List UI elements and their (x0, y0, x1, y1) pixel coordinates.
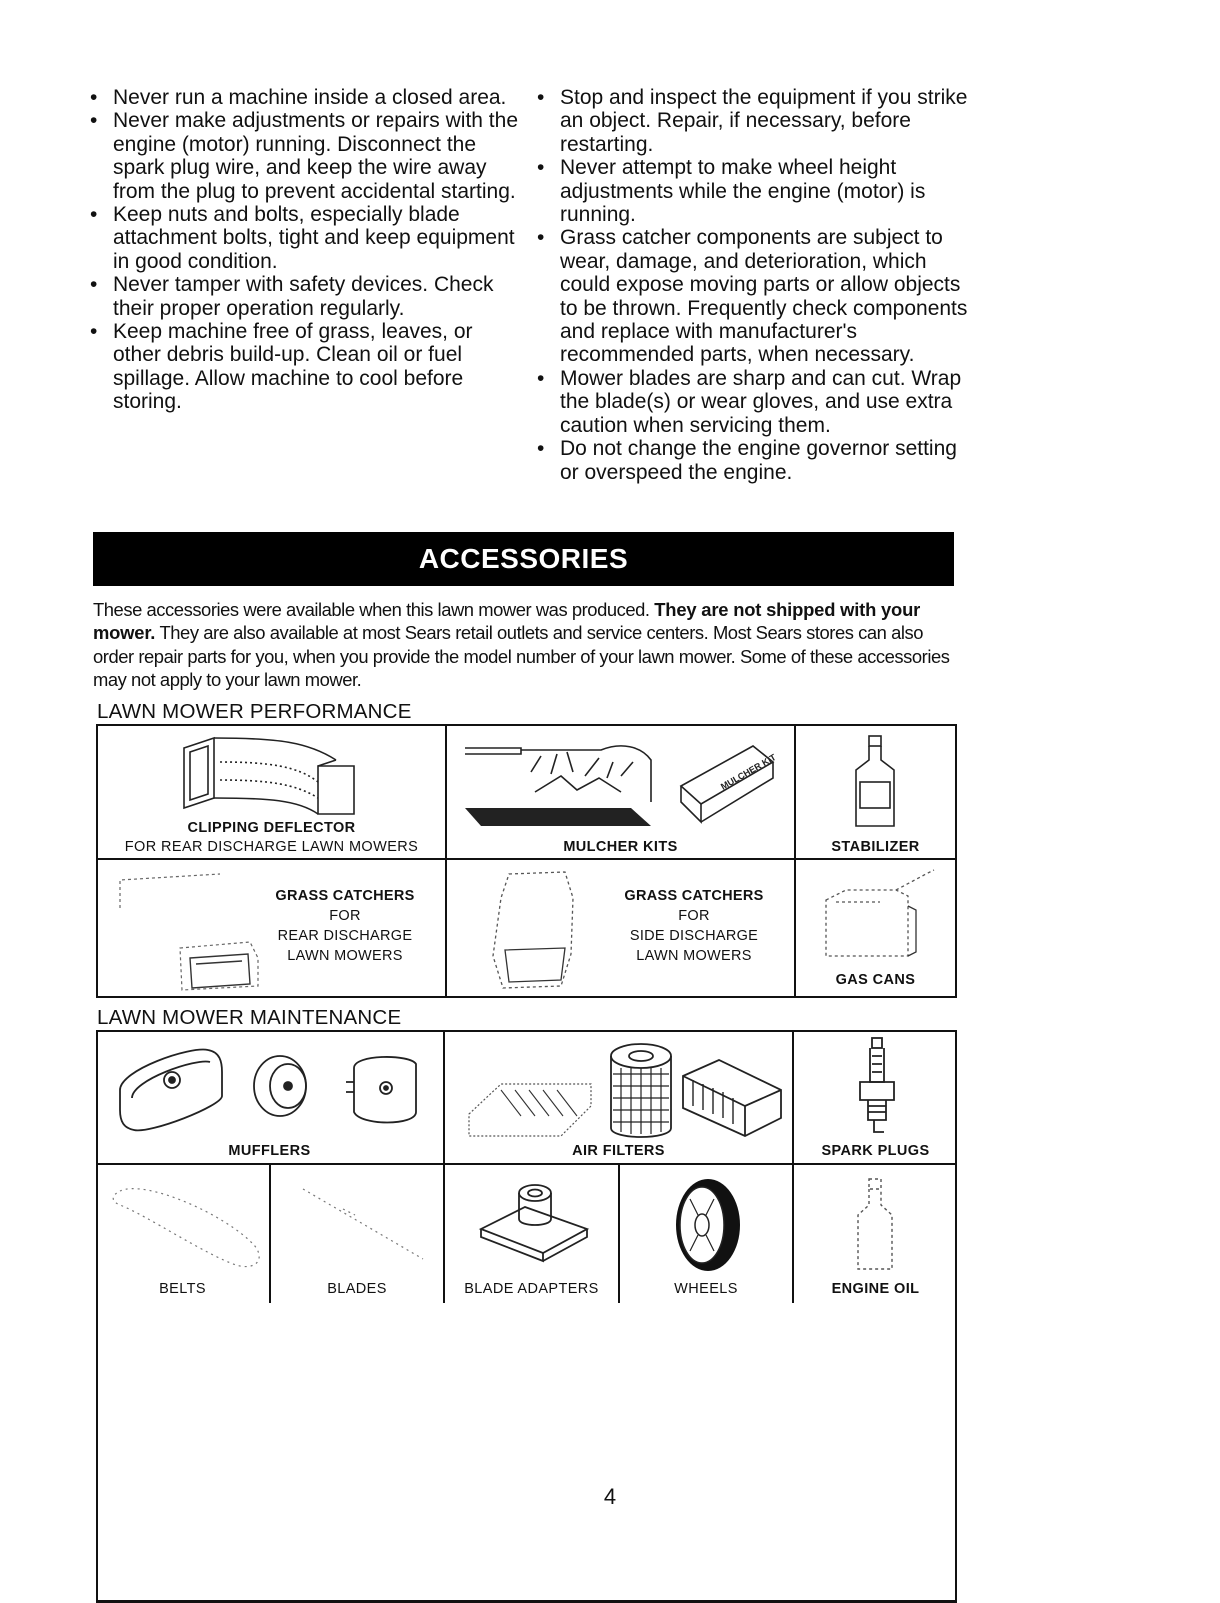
accessories-intro (93, 598, 958, 691)
spark-plug-icon (854, 1036, 900, 1140)
clipping-deflector-sublabel: FOR REAR DISCHARGE LAWN MOWERS (124, 839, 419, 855)
clipping-deflector-label: CLIPPING DEFLECTOR (187, 820, 356, 836)
performance-table (96, 724, 957, 998)
rear-grass-catchers-cell (98, 860, 447, 998)
list-item: • Grass catcher components are subject to wear, damage, and deterioration, which could expose moving parts or allow objects to be thrown. Frequently check components and replace with manufacturer's recommended parts, when necessary. (535, 226, 970, 366)
mulcher-kit-box-label: MULCHER KIT (719, 752, 778, 792)
list-item: • Never tamper with safety devices. Check their proper operation regularly. (88, 273, 518, 320)
air-filter-icon (461, 1040, 791, 1144)
rear-catchers-line: FOR (329, 908, 361, 924)
mulcher-kits-label: MULCHER KITS (563, 839, 678, 855)
right-safety-list (535, 86, 970, 484)
stabilizer-cell (796, 726, 955, 860)
gas-cans-label: GAS CANS (835, 972, 916, 988)
mufflers-cell (96, 1030, 445, 1165)
stabilizer-bottle-icon (848, 734, 904, 832)
page-number: 4 (603, 1484, 617, 1509)
mufflers-label: MUFFLERS (228, 1143, 311, 1159)
intro-text: These accessories were available when this lawn mower was produced. (93, 599, 655, 620)
engine-oil-bottle-icon (850, 1175, 900, 1275)
stabilizer-label: STABILIZER (831, 839, 920, 855)
intro-text-continued: They are also available at most Sears retail outlets and service centers. Most Sears stores can also order repair parts for you, when you provide the model number of your lawn mower. Some of these accessories may not apply to your lawn mower. (93, 622, 950, 690)
belts-label: BELTS (159, 1281, 206, 1297)
list-item: • Keep machine free of grass, leaves, or other debris build-up. Clean oil or fuel spillage. Allow machine to cool before storing. (88, 320, 518, 414)
rear-catchers-line: LAWN MOWERS (287, 948, 403, 964)
rear-grass-catchers-text (258, 886, 432, 966)
engine-oil-label: ENGINE OIL (831, 1281, 920, 1297)
gas-cans-cell (796, 860, 955, 998)
belt-icon (106, 1175, 266, 1275)
list-item: • Keep nuts and bolts, especially blade attachment bolts, tight and keep equipment in good condition. (88, 203, 518, 273)
gas-can-icon (816, 866, 946, 966)
blades-label: BLADES (327, 1281, 387, 1297)
left-safety-list (88, 86, 518, 414)
mulcher-kit-icon (461, 732, 791, 832)
rear-catchers-heading: GRASS CATCHERS (275, 888, 415, 904)
spark-plugs-label: SPARK PLUGS (821, 1143, 930, 1159)
list-item: • Stop and inspect the equipment if you strike an object. Repair, if necessary, before restarting. (535, 86, 970, 156)
engine-oil-cell (794, 1165, 957, 1303)
blade-adapter-icon (475, 1177, 595, 1273)
side-catchers-heading: GRASS CATCHERS (624, 888, 764, 904)
wheels-cell (620, 1165, 794, 1303)
clipping-deflector-cell (98, 726, 447, 860)
accessories-banner: ACCESSORIES (93, 532, 954, 586)
intro-bold-text: They are not shipped with your mower. (93, 599, 921, 644)
spark-plugs-cell (794, 1030, 957, 1165)
muffler-icon (110, 1040, 440, 1140)
side-catchers-line: SIDE DISCHARGE (629, 928, 759, 944)
side-catchers-line: FOR (678, 908, 710, 924)
performance-heading: LAWN MOWER PERFORMANCE (97, 700, 418, 726)
rear-grass-catcher-icon (110, 868, 270, 992)
side-grass-catchers-text (607, 886, 781, 966)
blade-icon (283, 1179, 433, 1275)
blades-cell (271, 1165, 445, 1303)
belts-cell (96, 1165, 271, 1303)
side-grass-catcher-icon (487, 868, 597, 992)
air-filters-label: AIR FILTERS (572, 1143, 665, 1159)
blade-adapters-label: BLADE ADAPTERS (464, 1281, 599, 1297)
list-item: • Never attempt to make wheel height adjustments while the engine (motor) is running. (535, 156, 970, 226)
wheel-icon (670, 1173, 746, 1277)
mulcher-kits-cell (447, 726, 796, 860)
maintenance-grid (96, 1030, 957, 1603)
list-item: • Never run a machine inside a closed area. (88, 86, 518, 109)
clipping-deflector-icon (168, 732, 388, 818)
side-grass-catchers-cell (447, 860, 796, 998)
rear-catchers-line: REAR DISCHARGE (277, 928, 413, 944)
air-filters-cell (445, 1030, 794, 1165)
list-item: • Do not change the engine governor setting or overspeed the engine. (535, 437, 970, 484)
blade-adapters-cell (445, 1165, 620, 1303)
side-catchers-line: LAWN MOWERS (636, 948, 752, 964)
list-item: • Never make adjustments or repairs with the engine (motor) running. Disconnect the spark plug wire, and keep the wire away from the plug to prevent accidental starting. (88, 109, 518, 203)
list-item: • Mower blades are sharp and can cut. Wrap the blade(s) or wear gloves, and use extra caution when servicing them. (535, 367, 970, 437)
wheels-label: WHEELS (674, 1281, 738, 1297)
maintenance-heading: LAWN MOWER MAINTENANCE (97, 1006, 407, 1032)
